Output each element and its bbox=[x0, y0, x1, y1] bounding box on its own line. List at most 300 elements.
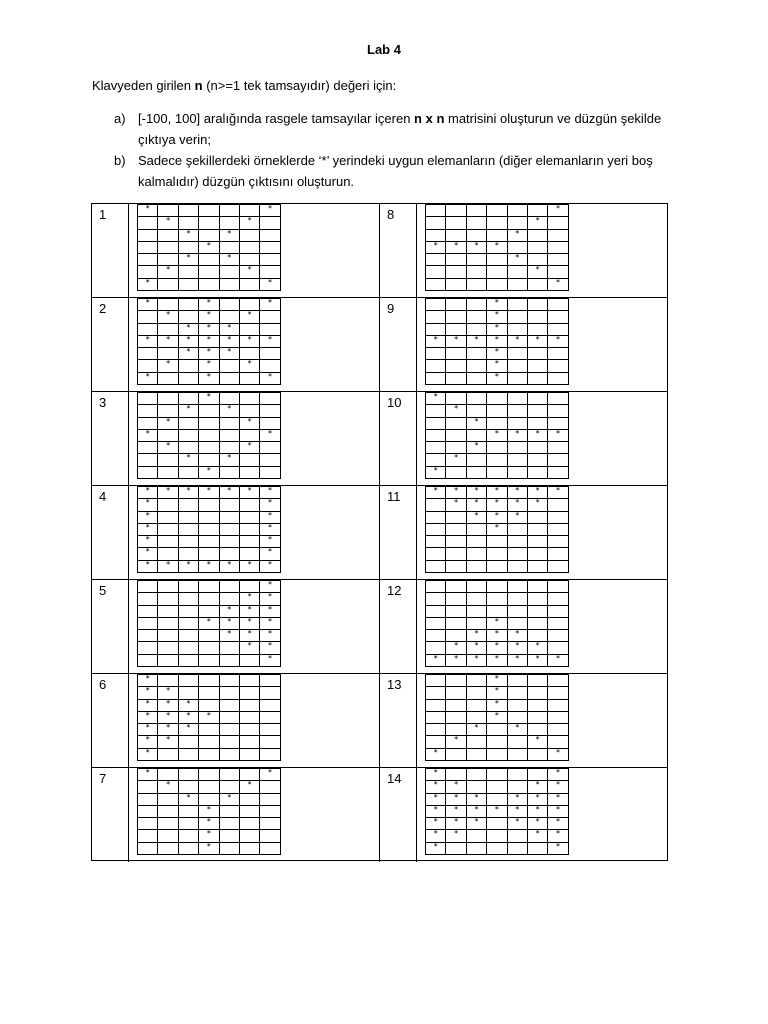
grid-cell bbox=[138, 617, 158, 629]
grid-cell: * bbox=[178, 793, 198, 805]
grid-cell bbox=[426, 499, 446, 511]
grid-cell bbox=[426, 581, 446, 593]
grid-cell bbox=[239, 229, 259, 241]
grid-row bbox=[426, 818, 569, 830]
grid-cell: * bbox=[446, 405, 466, 417]
grid-cell: * bbox=[487, 335, 507, 347]
grid-cell bbox=[219, 442, 239, 454]
grid-cell bbox=[138, 266, 158, 278]
grid-cell bbox=[199, 781, 219, 793]
grid-cell bbox=[426, 417, 446, 429]
grid-cell: * bbox=[260, 605, 280, 617]
grid-row bbox=[426, 793, 569, 805]
grid-cell bbox=[178, 593, 198, 605]
grid-cell bbox=[507, 405, 527, 417]
grid-cell: * bbox=[527, 266, 547, 278]
grid-cell bbox=[260, 818, 280, 830]
grid-row bbox=[138, 405, 281, 417]
grid-cell: * bbox=[426, 335, 446, 347]
grid-row bbox=[138, 818, 281, 830]
grid-cell bbox=[199, 429, 219, 441]
grid-cell bbox=[548, 511, 568, 523]
grid-cell bbox=[507, 393, 527, 405]
grid-cell bbox=[158, 254, 178, 266]
grid-cell: * bbox=[158, 487, 178, 499]
grid-cell: * bbox=[239, 617, 259, 629]
separator-line bbox=[416, 768, 417, 862]
grid-cell bbox=[527, 724, 547, 736]
grid-cell: * bbox=[239, 335, 259, 347]
grid-cell bbox=[426, 736, 446, 748]
grid-cell bbox=[466, 299, 486, 311]
grid-cell bbox=[239, 393, 259, 405]
list-item-text-part: matrisini oluşturun ve düzgün şekilde çıktıya verin; bbox=[138, 111, 662, 147]
grid-cell: * bbox=[527, 736, 547, 748]
grid-cell: * bbox=[239, 217, 259, 229]
grid-cell bbox=[507, 736, 527, 748]
grid-cell bbox=[138, 654, 158, 666]
grid-cell bbox=[219, 642, 239, 654]
grid-cell bbox=[426, 560, 446, 572]
grid-cell bbox=[507, 769, 527, 781]
grid-cell bbox=[487, 830, 507, 842]
grid-cell bbox=[527, 769, 547, 781]
grid-cell bbox=[446, 842, 466, 854]
grid-cell bbox=[158, 818, 178, 830]
grid-cell: * bbox=[219, 323, 239, 335]
grid-row bbox=[138, 499, 281, 511]
grid-cell bbox=[466, 536, 486, 548]
grid-cell bbox=[158, 748, 178, 760]
grid-cell bbox=[548, 241, 568, 253]
grid-row bbox=[138, 217, 281, 229]
grid-cell bbox=[466, 323, 486, 335]
grid-cell bbox=[548, 711, 568, 723]
grid-cell bbox=[426, 536, 446, 548]
grid-cell bbox=[199, 654, 219, 666]
grid-cell bbox=[239, 687, 259, 699]
grid-cell bbox=[138, 217, 158, 229]
grid-cell: * bbox=[178, 724, 198, 736]
grid-cell bbox=[507, 675, 527, 687]
grid-cell: * bbox=[219, 617, 239, 629]
grid-cell bbox=[527, 360, 547, 372]
grid-cell: * bbox=[446, 793, 466, 805]
grid-cell bbox=[507, 748, 527, 760]
pattern-grid bbox=[425, 298, 569, 385]
grid-cell bbox=[466, 748, 486, 760]
grid-cell bbox=[199, 417, 219, 429]
grid-cell bbox=[178, 830, 198, 842]
grid-cell bbox=[466, 548, 486, 560]
grid-cell bbox=[219, 466, 239, 478]
grid-cell bbox=[527, 348, 547, 360]
grid-cell bbox=[548, 593, 568, 605]
pattern-cell-11 bbox=[380, 486, 667, 580]
pattern-grid bbox=[425, 392, 569, 479]
grid-cell bbox=[446, 699, 466, 711]
grid-cell: * bbox=[507, 429, 527, 441]
grid-cell bbox=[548, 548, 568, 560]
grid-cell: * bbox=[199, 372, 219, 384]
grid-cell: * bbox=[138, 487, 158, 499]
grid-cell bbox=[446, 299, 466, 311]
grid-cell bbox=[426, 548, 446, 560]
grid-cell bbox=[426, 617, 446, 629]
grid-cell: * bbox=[507, 499, 527, 511]
grid-cell bbox=[158, 630, 178, 642]
grid-row bbox=[426, 393, 569, 405]
pattern-grid bbox=[425, 486, 569, 573]
grid-cell bbox=[466, 429, 486, 441]
grid-row bbox=[426, 523, 569, 535]
grid-cell bbox=[426, 254, 446, 266]
grid-cell bbox=[239, 499, 259, 511]
list-item-label: a) bbox=[114, 111, 126, 126]
grid-cell bbox=[507, 299, 527, 311]
grid-cell bbox=[178, 818, 198, 830]
grid-cell bbox=[199, 748, 219, 760]
grid-cell: * bbox=[527, 217, 547, 229]
grid-cell bbox=[426, 699, 446, 711]
grid-cell bbox=[466, 360, 486, 372]
grid-cell bbox=[446, 417, 466, 429]
grid-cell: * bbox=[138, 372, 158, 384]
grid-cell: * bbox=[219, 348, 239, 360]
grid-cell bbox=[239, 323, 259, 335]
grid-cell bbox=[260, 736, 280, 748]
grid-row bbox=[138, 466, 281, 478]
grid-cell bbox=[446, 323, 466, 335]
grid-cell: * bbox=[239, 605, 259, 617]
grid-cell bbox=[199, 254, 219, 266]
grid-cell bbox=[548, 675, 568, 687]
grid-cell bbox=[548, 323, 568, 335]
grid-cell: * bbox=[426, 830, 446, 842]
grid-cell bbox=[158, 299, 178, 311]
grid-cell bbox=[219, 523, 239, 535]
grid-cell: * bbox=[446, 736, 466, 748]
list-item-text bbox=[138, 108, 688, 150]
grid-row bbox=[138, 560, 281, 572]
grid-cell bbox=[138, 417, 158, 429]
grid-cell: * bbox=[426, 805, 446, 817]
grid-cell: * bbox=[138, 675, 158, 687]
grid-cell bbox=[178, 417, 198, 429]
grid-row bbox=[426, 560, 569, 572]
grid-cell bbox=[178, 536, 198, 548]
grid-cell: * bbox=[239, 560, 259, 572]
grid-cell bbox=[219, 654, 239, 666]
grid-cell: * bbox=[548, 748, 568, 760]
grid-row bbox=[426, 229, 569, 241]
grid-cell: * bbox=[487, 523, 507, 535]
grid-cell: * bbox=[219, 605, 239, 617]
grid-cell bbox=[446, 266, 466, 278]
grid-cell bbox=[507, 442, 527, 454]
grid-cell bbox=[178, 241, 198, 253]
grid-cell bbox=[239, 581, 259, 593]
grid-cell bbox=[239, 372, 259, 384]
grid-row bbox=[426, 217, 569, 229]
grid-cell bbox=[548, 229, 568, 241]
separator-line bbox=[128, 768, 129, 862]
grid-cell bbox=[199, 724, 219, 736]
grid-cell bbox=[138, 393, 158, 405]
grid-cell bbox=[178, 266, 198, 278]
grid-cell bbox=[260, 711, 280, 723]
grid-cell bbox=[487, 217, 507, 229]
grid-cell bbox=[446, 466, 466, 478]
grid-row bbox=[426, 348, 569, 360]
grid-cell bbox=[158, 241, 178, 253]
grid-cell bbox=[219, 675, 239, 687]
grid-cell bbox=[260, 781, 280, 793]
separator-line bbox=[416, 486, 417, 580]
grid-cell bbox=[507, 372, 527, 384]
pattern-number: 13 bbox=[387, 677, 402, 692]
grid-cell bbox=[426, 372, 446, 384]
grid-cell bbox=[487, 548, 507, 560]
grid-row bbox=[138, 654, 281, 666]
grid-cell bbox=[178, 442, 198, 454]
grid-cell bbox=[426, 523, 446, 535]
grid-cell: * bbox=[548, 830, 568, 842]
pattern-cell-9 bbox=[380, 298, 667, 392]
grid-cell bbox=[158, 830, 178, 842]
grid-cell bbox=[138, 323, 158, 335]
grid-cell bbox=[507, 311, 527, 323]
grid-cell: * bbox=[548, 429, 568, 441]
grid-cell bbox=[219, 724, 239, 736]
grid-row bbox=[426, 372, 569, 384]
grid-cell bbox=[527, 241, 547, 253]
grid-cell: * bbox=[199, 335, 219, 347]
grid-cell: * bbox=[138, 536, 158, 548]
grid-cell: * bbox=[199, 466, 219, 478]
grid-cell bbox=[527, 630, 547, 642]
grid-cell bbox=[466, 617, 486, 629]
grid-cell bbox=[548, 360, 568, 372]
grid-cell: * bbox=[138, 205, 158, 217]
grid-cell bbox=[446, 429, 466, 441]
grid-cell bbox=[527, 548, 547, 560]
grid-cell bbox=[178, 372, 198, 384]
grid-cell: * bbox=[507, 487, 527, 499]
grid-cell bbox=[466, 830, 486, 842]
grid-cell: * bbox=[507, 793, 527, 805]
grid-cell bbox=[466, 523, 486, 535]
grid-cell bbox=[527, 699, 547, 711]
grid-cell bbox=[527, 229, 547, 241]
grid-cell: * bbox=[548, 781, 568, 793]
grid-cell bbox=[548, 393, 568, 405]
grid-cell bbox=[199, 442, 219, 454]
grid-cell bbox=[138, 581, 158, 593]
grid-cell bbox=[219, 205, 239, 217]
grid-cell bbox=[426, 299, 446, 311]
grid-cell: * bbox=[178, 348, 198, 360]
grid-cell bbox=[260, 699, 280, 711]
grid-cell bbox=[426, 405, 446, 417]
grid-cell bbox=[239, 830, 259, 842]
grid-cell bbox=[239, 454, 259, 466]
grid-cell bbox=[487, 605, 507, 617]
grid-cell bbox=[178, 687, 198, 699]
grid-cell bbox=[466, 278, 486, 290]
grid-row bbox=[138, 442, 281, 454]
grid-cell: * bbox=[138, 548, 158, 560]
grid-cell: * bbox=[138, 769, 158, 781]
grid-row bbox=[138, 781, 281, 793]
separator-line bbox=[416, 580, 417, 674]
grid-cell bbox=[426, 429, 446, 441]
grid-cell bbox=[219, 499, 239, 511]
grid-cell bbox=[507, 593, 527, 605]
grid-cell: * bbox=[548, 842, 568, 854]
grid-row bbox=[138, 642, 281, 654]
grid-cell: * bbox=[527, 830, 547, 842]
grid-cell bbox=[446, 372, 466, 384]
grid-row bbox=[138, 205, 281, 217]
grid-cell: * bbox=[426, 466, 446, 478]
grid-cell bbox=[527, 560, 547, 572]
grid-cell: * bbox=[446, 454, 466, 466]
grid-cell bbox=[507, 536, 527, 548]
grid-cell bbox=[158, 793, 178, 805]
grid-cell: * bbox=[219, 454, 239, 466]
grid-cell bbox=[219, 278, 239, 290]
grid-row bbox=[138, 548, 281, 560]
grid-cell bbox=[158, 511, 178, 523]
grid-cell bbox=[178, 781, 198, 793]
grid-row bbox=[138, 229, 281, 241]
grid-cell bbox=[548, 417, 568, 429]
grid-cell bbox=[239, 675, 259, 687]
grid-cell: * bbox=[548, 654, 568, 666]
grid-cell bbox=[219, 748, 239, 760]
grid-cell bbox=[178, 630, 198, 642]
grid-cell: * bbox=[548, 769, 568, 781]
grid-cell bbox=[260, 241, 280, 253]
grid-cell: * bbox=[260, 278, 280, 290]
grid-cell bbox=[219, 830, 239, 842]
grid-cell bbox=[219, 593, 239, 605]
grid-cell bbox=[219, 429, 239, 441]
grid-cell: * bbox=[239, 417, 259, 429]
pattern-number: 9 bbox=[387, 301, 395, 316]
grid-row bbox=[426, 642, 569, 654]
grid-cell bbox=[239, 748, 259, 760]
grid-row bbox=[138, 630, 281, 642]
grid-cell bbox=[527, 842, 547, 854]
grid-cell bbox=[426, 687, 446, 699]
list-item-text-part: [-100, 100] aralığında rasgele tamsayılar içeren bbox=[138, 111, 415, 126]
grid-cell bbox=[178, 805, 198, 817]
grid-cell: * bbox=[487, 699, 507, 711]
grid-cell bbox=[527, 581, 547, 593]
grid-cell bbox=[466, 372, 486, 384]
pattern-number: 4 bbox=[99, 489, 107, 504]
grid-cell bbox=[178, 393, 198, 405]
grid-cell bbox=[507, 241, 527, 253]
grid-cell bbox=[487, 278, 507, 290]
grid-cell bbox=[158, 499, 178, 511]
grid-cell: * bbox=[178, 229, 198, 241]
grid-cell: * bbox=[548, 205, 568, 217]
pattern-number: 14 bbox=[387, 771, 402, 786]
grid-cell: * bbox=[487, 630, 507, 642]
grid-cell bbox=[426, 266, 446, 278]
grid-cell: * bbox=[158, 311, 178, 323]
pattern-number: 3 bbox=[99, 395, 107, 410]
grid-cell: * bbox=[487, 241, 507, 253]
grid-row bbox=[426, 429, 569, 441]
grid-cell: * bbox=[138, 699, 158, 711]
grid-cell bbox=[239, 699, 259, 711]
grid-cell: * bbox=[158, 335, 178, 347]
grid-cell bbox=[446, 360, 466, 372]
pattern-cell-10 bbox=[380, 392, 667, 486]
grid-cell bbox=[446, 217, 466, 229]
grid-cell bbox=[487, 205, 507, 217]
pattern-grid bbox=[137, 298, 281, 385]
grid-cell bbox=[446, 511, 466, 523]
grid-cell: * bbox=[507, 229, 527, 241]
grid-cell bbox=[548, 299, 568, 311]
grid-cell bbox=[527, 617, 547, 629]
grid-cell bbox=[507, 360, 527, 372]
intro-text bbox=[92, 78, 396, 93]
grid-cell bbox=[507, 617, 527, 629]
grid-cell bbox=[487, 454, 507, 466]
grid-cell: * bbox=[260, 548, 280, 560]
grid-cell bbox=[548, 642, 568, 654]
grid-cell bbox=[548, 348, 568, 360]
grid-cell: * bbox=[239, 487, 259, 499]
grid-cell: * bbox=[199, 830, 219, 842]
grid-row bbox=[138, 536, 281, 548]
grid-cell bbox=[178, 605, 198, 617]
grid-cell bbox=[446, 254, 466, 266]
grid-cell bbox=[446, 724, 466, 736]
grid-cell bbox=[260, 393, 280, 405]
grid-cell bbox=[239, 241, 259, 253]
grid-cell bbox=[548, 254, 568, 266]
pattern-number: 8 bbox=[387, 207, 395, 222]
grid-cell bbox=[219, 842, 239, 854]
grid-cell: * bbox=[178, 487, 198, 499]
grid-cell: * bbox=[219, 630, 239, 642]
grid-cell bbox=[466, 605, 486, 617]
grid-cell: * bbox=[138, 511, 158, 523]
separator-line bbox=[128, 204, 129, 298]
grid-cell bbox=[507, 581, 527, 593]
pattern-grid bbox=[137, 580, 281, 667]
grid-cell: * bbox=[199, 818, 219, 830]
grid-cell: * bbox=[239, 642, 259, 654]
grid-cell bbox=[260, 405, 280, 417]
grid-cell bbox=[426, 205, 446, 217]
grid-cell: * bbox=[199, 241, 219, 253]
grid-cell: * bbox=[446, 499, 466, 511]
grid-cell: * bbox=[507, 642, 527, 654]
grid-cell bbox=[219, 299, 239, 311]
grid-cell bbox=[548, 454, 568, 466]
grid-cell: * bbox=[219, 793, 239, 805]
grid-cell bbox=[548, 311, 568, 323]
grid-cell: * bbox=[487, 687, 507, 699]
